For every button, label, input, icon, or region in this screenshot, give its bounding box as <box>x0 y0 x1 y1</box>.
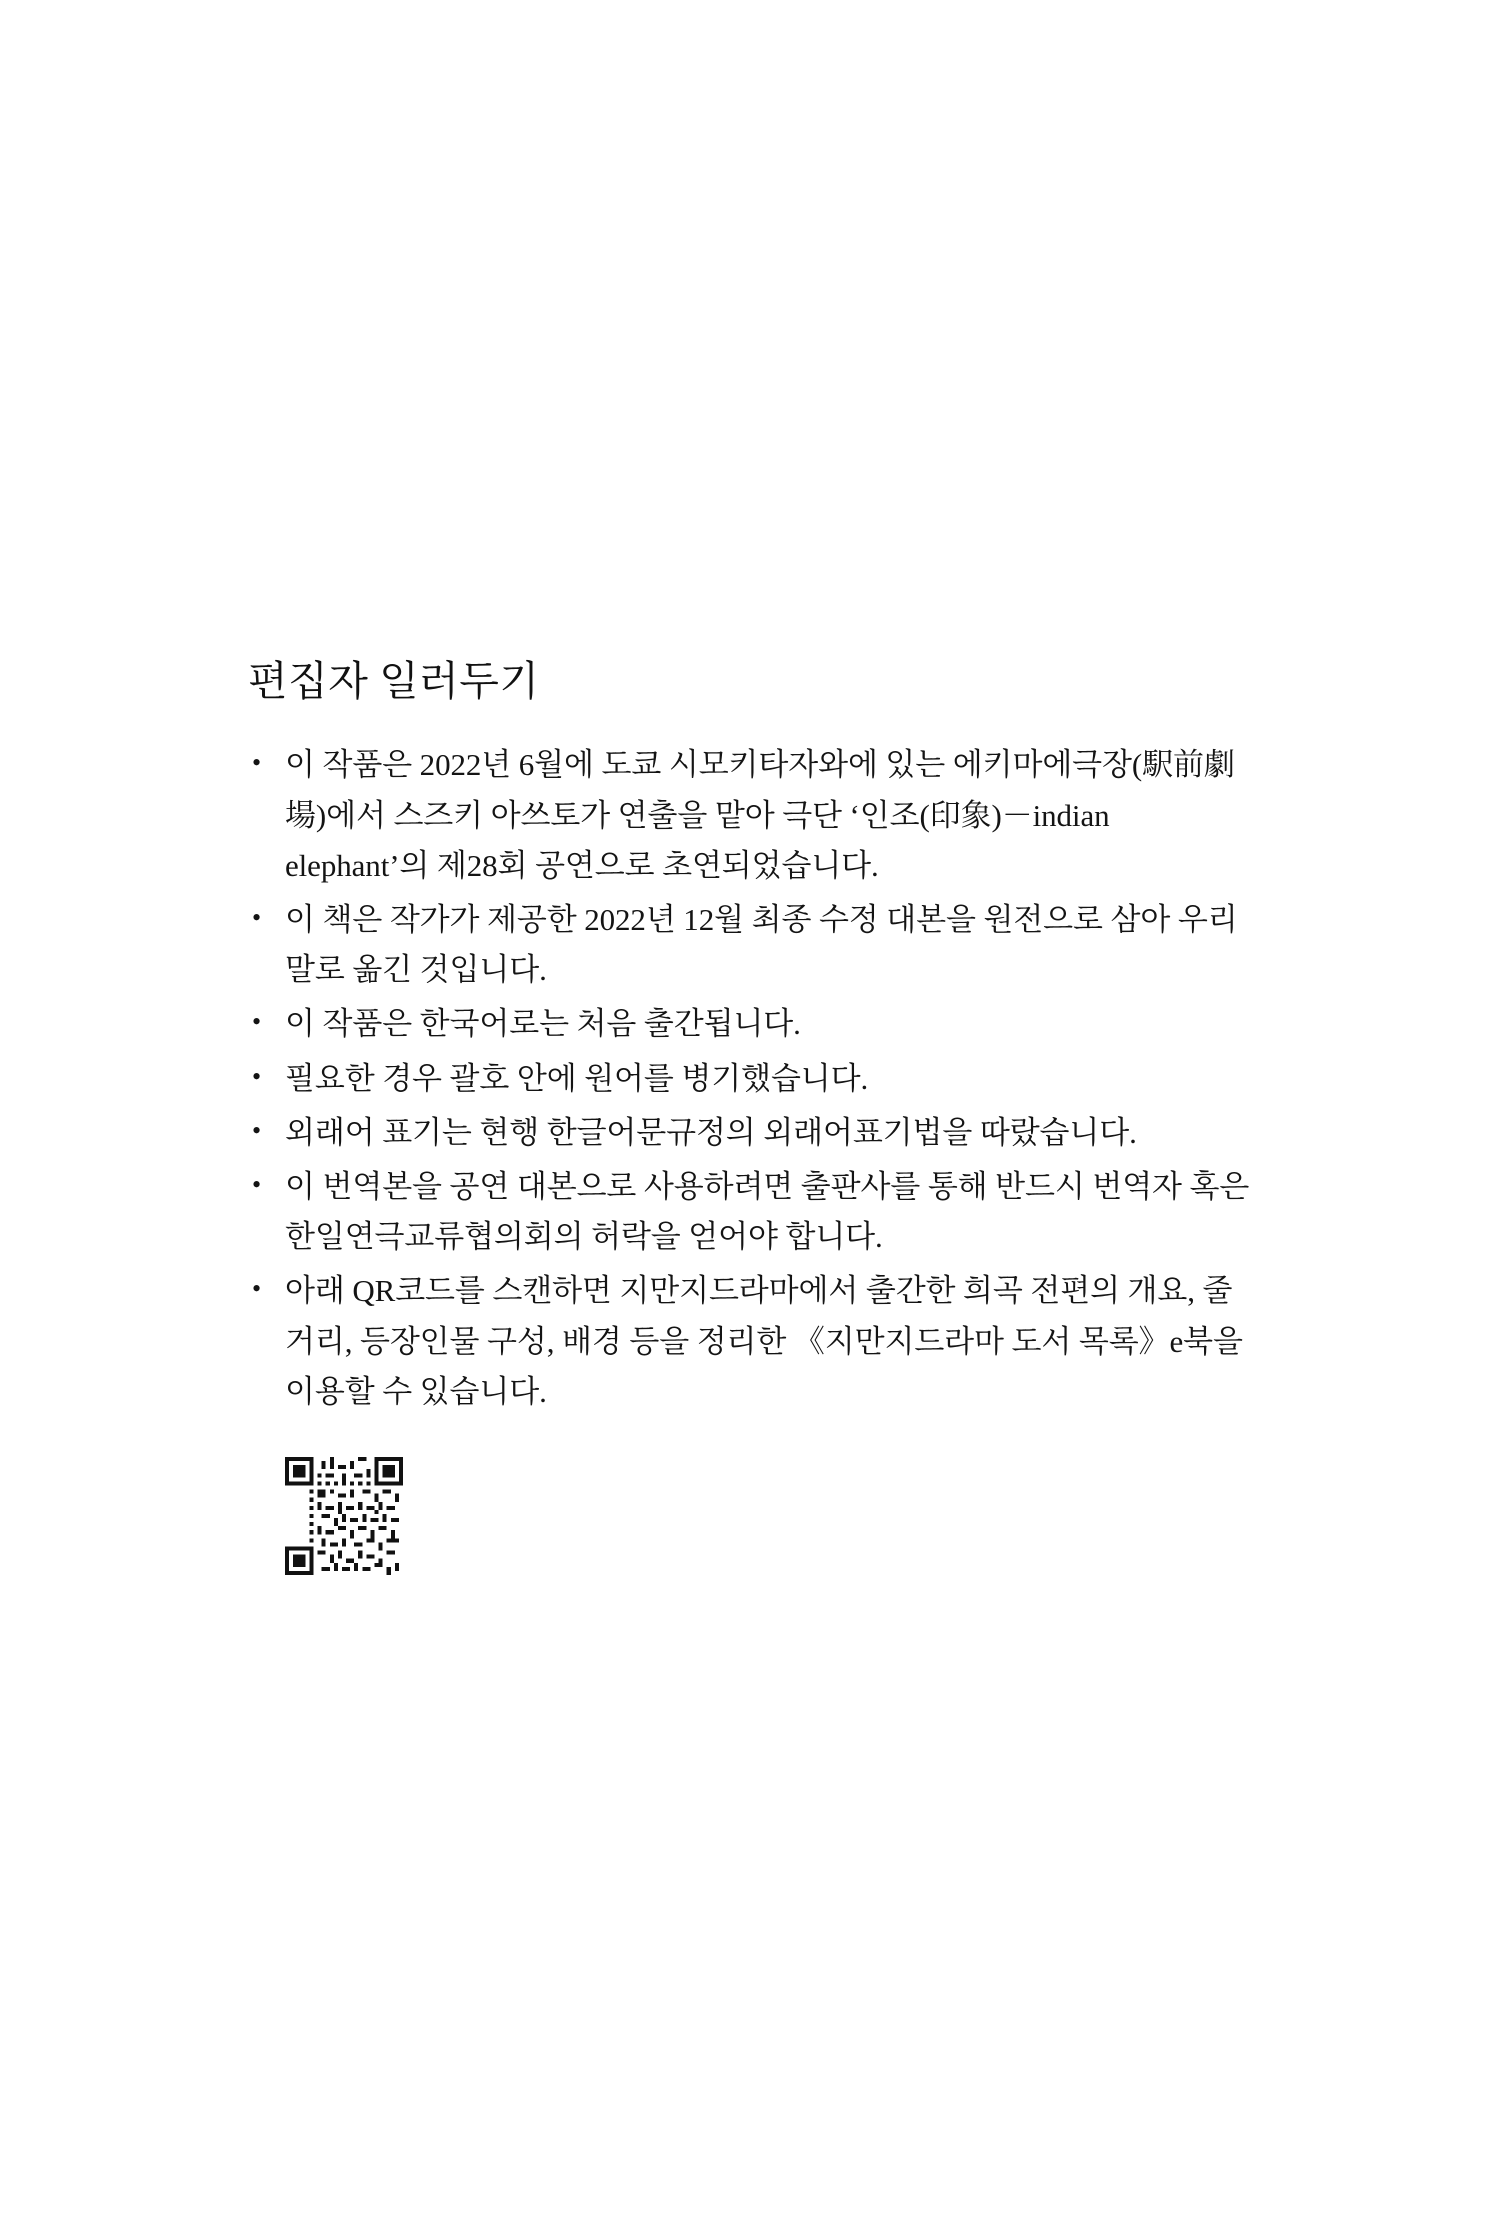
list-item: • 이 책은 작가가 제공한 2022년 12월 최종 수정 대본을 원전으로 삼아 우리말로 옮긴 것입니다. <box>248 895 1258 995</box>
qr-code-icon <box>285 1457 403 1575</box>
page-title: 편집자 일러두기 <box>248 658 540 704</box>
editors-note-block <box>248 655 1258 1575</box>
list-item: • 아래 QR코드를 스캔하면 지만지드라마에서 출간한 희곡 전편의 개요, 줄거리, 등장인물 구성, 배경 등을 정리한 《지만지드라마 도서 목록》e북을 이용할 수 있습니다. <box>248 1266 1258 1417</box>
list-item: • 필요한 경우 괄호 안에 원어를 병기했습니다. <box>248 1054 1258 1104</box>
list-item: • 외래어 표기는 현행 한글어문규정의 외래어표기법을 따랐습니다. <box>248 1108 1258 1158</box>
list-item: • 이 작품은 2022년 6월에 도쿄 시모키타자와에 있는 에키마에극장(駅前劇場)에서 스즈키 아쓰토가 연출을 맡아 극단 ‘인조(印象)－indian elephant’의 제28회 공연으로 초연되었습니다. <box>248 740 1258 891</box>
qr-code-block <box>248 1457 1258 1575</box>
editors-note-list <box>248 740 1258 1417</box>
list-item: • 이 작품은 한국어로는 처음 출간됩니다. <box>248 999 1258 1049</box>
list-item: • 이 번역본을 공연 대본으로 사용하려면 출판사를 통해 반드시 번역자 혹은 한일연극교류협의회의 허락을 얻어야 합니다. <box>248 1162 1258 1262</box>
